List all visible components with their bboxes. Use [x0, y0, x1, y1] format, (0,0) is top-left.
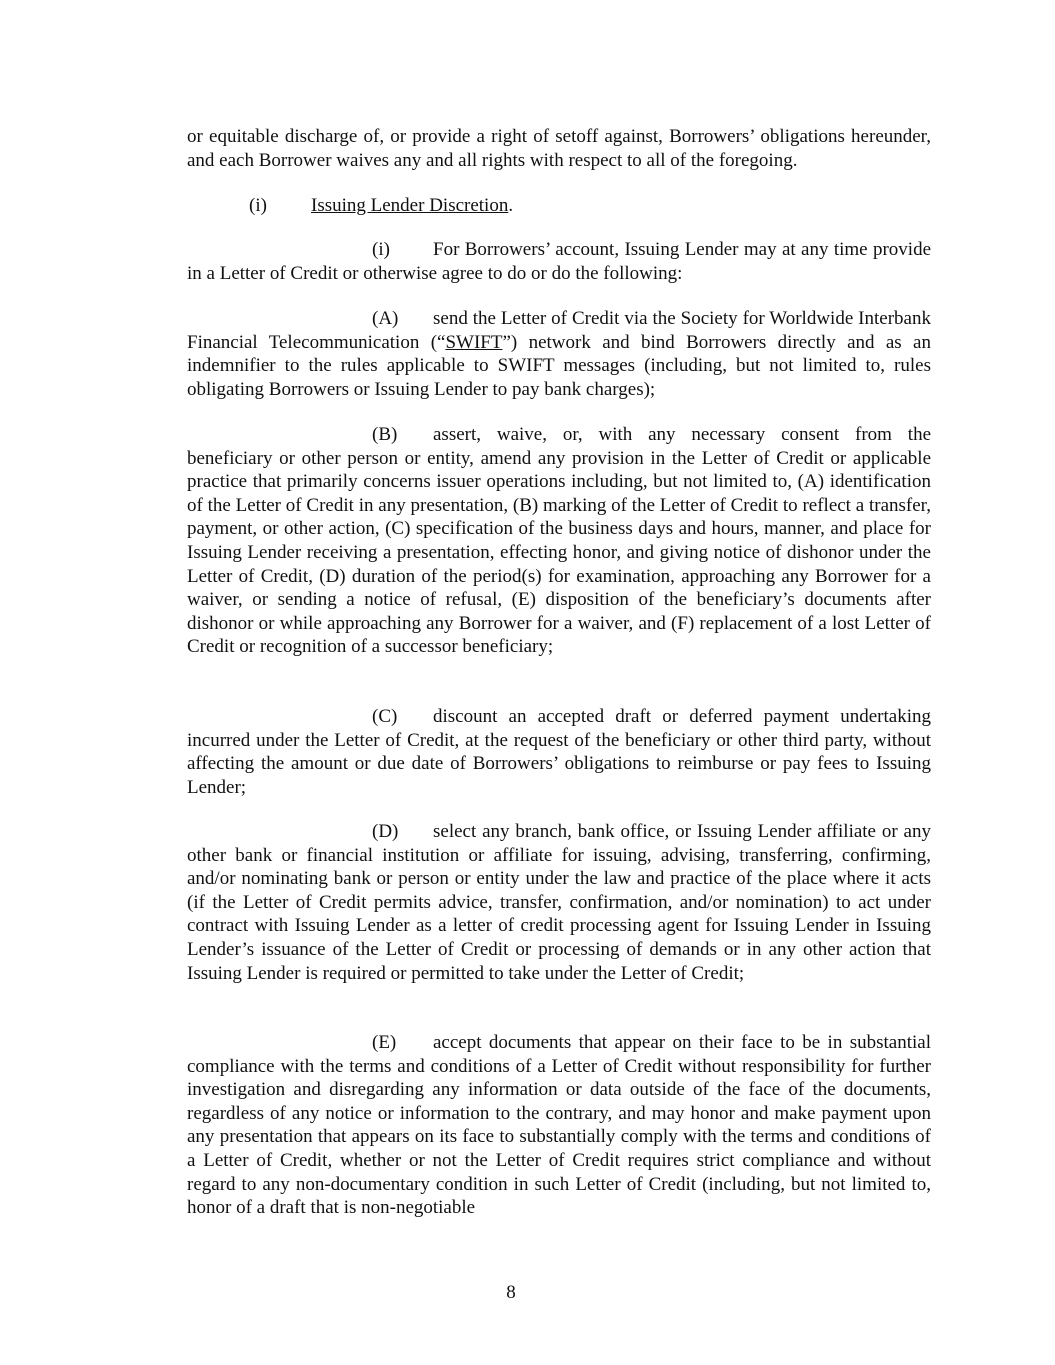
item-c-label: (C)	[372, 706, 398, 727]
subsection-text: For Borrowers’ account, Issuing Lender may at any time provide in a Letter of Credit or otherwise agree to do or do the following:	[187, 239, 931, 284]
item-a-paragraph	[187, 307, 931, 401]
item-e-label: (E)	[372, 1032, 397, 1053]
item-a-text-before: send the Letter of Credit via the Society for Worldwide Interbank Financial Telecommunication (“	[187, 308, 931, 353]
subsection-number: (i)	[372, 239, 390, 260]
section-heading	[249, 194, 513, 218]
item-a-label: (A)	[372, 308, 399, 329]
item-d-paragraph	[187, 820, 931, 985]
section-title: Issuing Lender Discretion	[311, 195, 509, 216]
page-number: 8	[506, 1282, 516, 1303]
section-number: (i)	[249, 195, 267, 216]
item-b-text: assert, waive, or, with any necessary consent from the beneficiary or other person or entity, amend any provision in the Letter of Credit or applicable practice that primarily concerns issuer operations including, but not limited to, (A) identification of the Letter of Credit in any presentation, (B) marking of the Letter of Credit to reflect a transfer, payment, or other action, (C) specification of the business days and hours, manner, and place for Issuing Lender receiving a presentation, effecting honor, and giving notice of dishonor under the Letter of Credit, (D) duration of the period(s) for examination, approaching any Borrower for a waiver, or sending a notice of refusal, (E) disposition of the beneficiary’s documents after dishonor or while approaching any Borrower for a waiver, and (F) replacement of a lost Letter of Credit or recognition of a successor beneficiary;	[187, 424, 931, 658]
item-e-text: accept documents that appear on their face to be in substantial compliance with the terms and conditions of a Letter of Credit without responsibility for further investigation and disregarding any information or data outside of the face of the documents, regardless of any notice or information to the contrary, and may honor and make payment upon any presentation that appears on its face to substantially comply with the terms and conditions of a Letter of Credit, whether or not the Letter of Credit requires strict compliance and without regard to any non-documentary condition in such Letter of Credit (including, but not limited to, honor of a draft that is non-negotiable	[187, 1032, 931, 1219]
item-d-text: select any branch, bank office, or Issuing Lender affiliate or any other bank or financial institution or affiliate for issuing, advising, transferring, confirming, and/or nominating bank or person or entity under the law and practice of the place where it acts (if the Letter of Credit permits advice, transfer, confirmation, and/or nomination) to act under contract with Issuing Lender as a letter of credit processing agent for Issuing Lender in Issuing Lender’s issuance of the Letter of Credit or processing of demands or in any other action that Issuing Lender is required or permitted to take under the Letter of Credit;	[187, 821, 931, 984]
section-title-period: .	[508, 195, 514, 216]
item-d-label: (D)	[372, 821, 399, 842]
item-a-text-after: ”) network and bind Borrowers directly and as an indemnifier to the rules applicable to SWIFT messages (including, but not limited to, rules obligating Borrowers or Issuing Lender to pay bank charges);	[187, 331, 931, 400]
continuation-paragraph: or equitable discharge of, or provide a right of setoff against, Borrowers’ obligations hereunder, and each Borrower waives any and all rights with respect to all of the foregoing.	[187, 126, 931, 171]
subsection-paragraph	[187, 238, 931, 285]
item-b-paragraph	[187, 423, 931, 659]
defined-term-swift: SWIFT	[445, 331, 503, 353]
item-c-paragraph	[187, 705, 931, 799]
item-c-text: discount an accepted draft or deferred payment undertaking incurred under the Letter of Credit, at the request of the beneficiary or other third party, without affecting the amount or due date of Borrowers’ obligations to reimburse or pay fees to Issuing Lender;	[187, 706, 931, 798]
item-e-paragraph	[187, 1031, 931, 1220]
item-b-label: (B)	[372, 424, 398, 445]
